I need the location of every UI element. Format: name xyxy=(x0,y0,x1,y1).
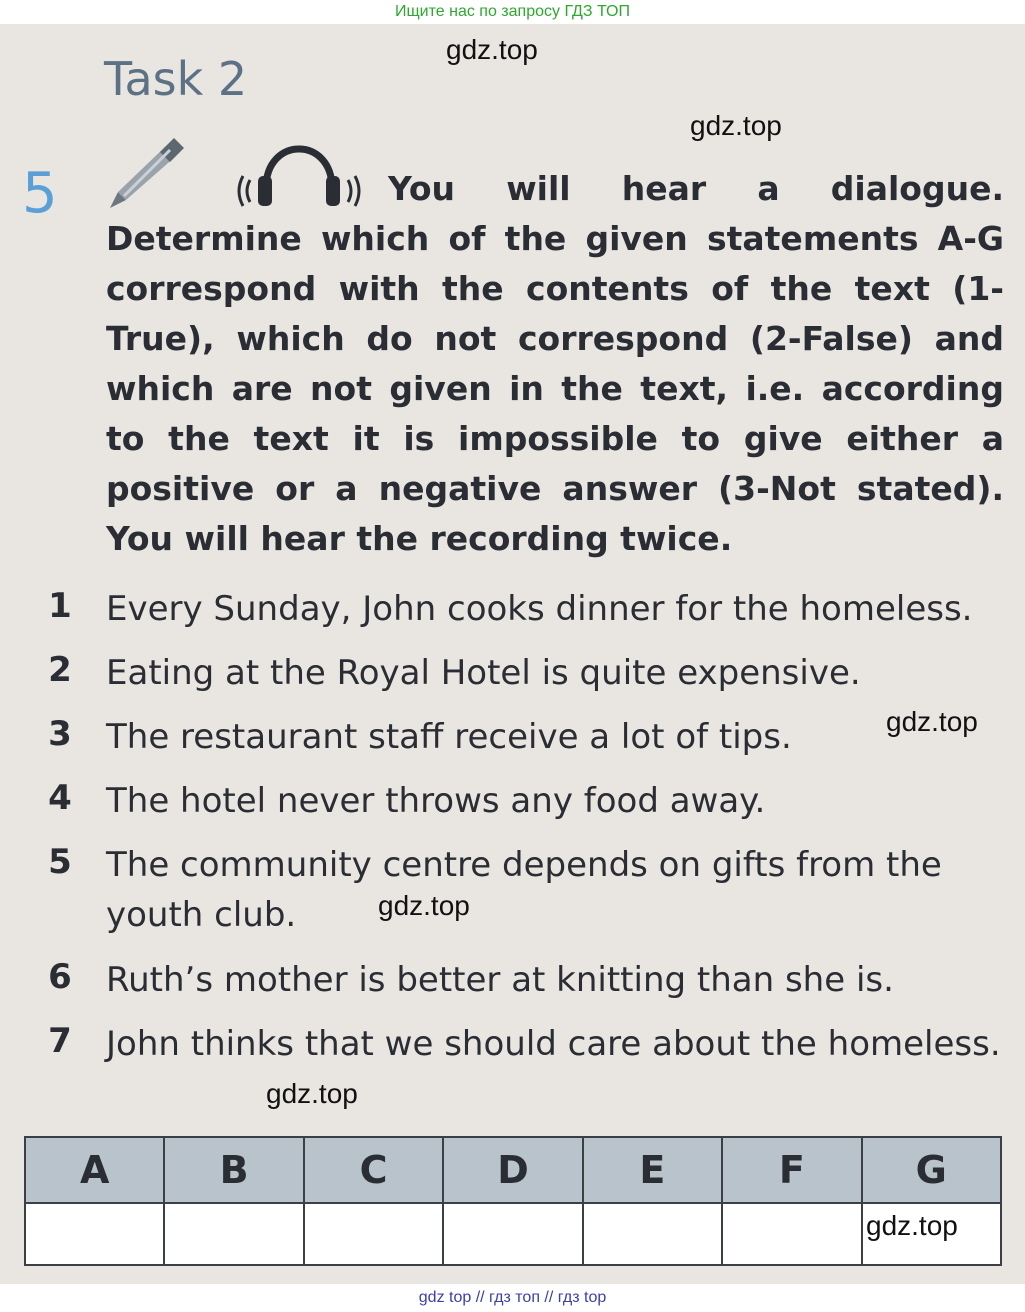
statement-text: The restaurant staff receive a lot of tips. xyxy=(106,717,792,757)
bottom-footer: gdz top // гдз топ // гдз top xyxy=(418,1289,607,1306)
answer-header-d: D xyxy=(443,1137,582,1203)
statement-item xyxy=(0,582,1025,646)
answer-cell-d[interactable] xyxy=(443,1203,582,1265)
statement-number: 6 xyxy=(48,957,72,997)
statement-item xyxy=(0,706,1025,774)
answer-cell-e[interactable] xyxy=(583,1203,722,1265)
statement-item xyxy=(0,774,1025,838)
watermark: gdz.top xyxy=(690,110,782,141)
statement-list xyxy=(0,582,1025,1081)
answer-table-input-row xyxy=(25,1203,1001,1265)
answer-table xyxy=(24,1136,1002,1266)
statement-item xyxy=(0,1017,1025,1081)
statement-text: The community centre depends on gifts from the youth club. xyxy=(106,845,942,935)
answer-cell-f[interactable] xyxy=(722,1203,861,1265)
watermark: gdz.top xyxy=(446,34,538,65)
watermark: gdz.top xyxy=(378,890,470,921)
top-banner: Ищите нас по запросу ГДЗ ТОП xyxy=(395,3,630,20)
answer-cell-b[interactable] xyxy=(164,1203,303,1265)
answer-header-e: E xyxy=(583,1137,722,1203)
watermark: gdz.top xyxy=(866,1210,958,1241)
watermark: gdz.top xyxy=(886,706,978,737)
answer-header-g: G xyxy=(862,1137,1001,1203)
task-instructions xyxy=(106,164,1004,564)
statement-item xyxy=(0,646,1025,710)
statement-number: 3 xyxy=(48,714,72,754)
exercise-number: 5 xyxy=(22,161,58,226)
statement-text: The hotel never throws any food away. xyxy=(106,781,766,821)
statement-number: 1 xyxy=(48,586,72,626)
statement-item xyxy=(0,953,1025,1017)
statement-number: 5 xyxy=(48,842,72,882)
statement-text: Ruth’s mother is better at knitting than she is. xyxy=(106,960,894,1000)
statement-number: 4 xyxy=(48,778,72,818)
answer-header-f: F xyxy=(722,1137,861,1203)
answer-header-c: C xyxy=(304,1137,443,1203)
answer-table-header-row xyxy=(25,1137,1001,1203)
statement-item xyxy=(0,838,1025,953)
instructions-text: You will hear a dialogue. Determine which of the given statements A-G correspond with the contents of the text (1-True), which do not correspond (2-False) and which are not given in the text, i.e. according to the text it is impossible to give either a positive or a negative answer (3-Not stated). You will hear the recording twice. xyxy=(106,169,1004,558)
statement-text: Every Sunday, John cooks dinner for the homeless. xyxy=(106,589,973,629)
answer-cell-a[interactable] xyxy=(25,1203,164,1265)
task-title: Task 2 xyxy=(104,52,248,106)
watermark: gdz.top xyxy=(266,1078,358,1109)
statement-number: 2 xyxy=(48,650,72,690)
statement-text: Eating at the Royal Hotel is quite expensive. xyxy=(106,653,861,693)
statement-text: John thinks that we should care about the homeless. xyxy=(106,1024,1001,1064)
answer-header-a: A xyxy=(25,1137,164,1203)
answer-header-b: B xyxy=(164,1137,303,1203)
answer-cell-c[interactable] xyxy=(304,1203,443,1265)
statement-number: 7 xyxy=(48,1021,72,1061)
